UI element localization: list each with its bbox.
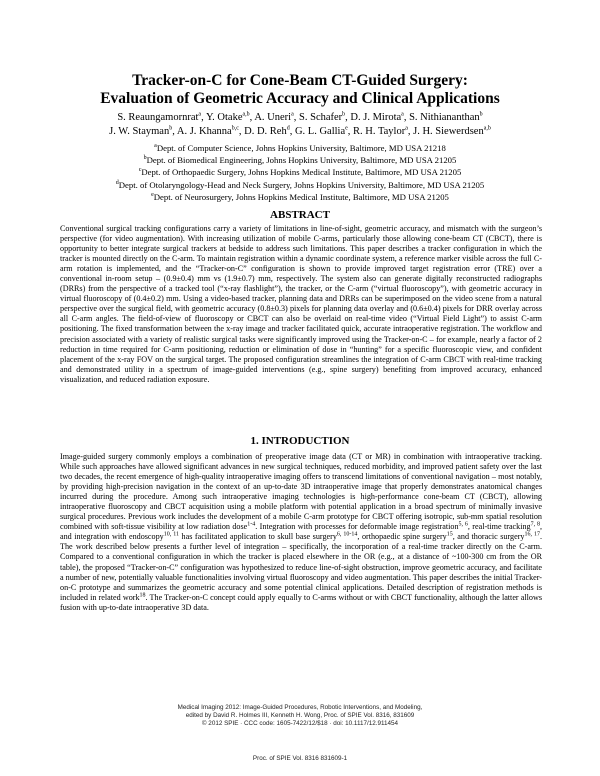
- intro-text-segment: , real-time tracking: [467, 522, 531, 532]
- citation-mark: 5, 6: [458, 521, 468, 528]
- introduction-text: [60, 452, 542, 613]
- paper-title: [40, 72, 560, 108]
- title-line-2: Evaluation of Geometric Accuracy and Clinical Applications: [100, 90, 500, 107]
- abstract-heading: ABSTRACT: [270, 209, 330, 221]
- introduction-heading: 1. INTRODUCTION: [250, 435, 350, 447]
- author-affiliation-mark: a: [405, 125, 408, 132]
- affiliation-mark: e: [151, 191, 154, 198]
- author-name: S. Reaungamornrat: [117, 112, 199, 123]
- author-name: S. Nithiananthan: [409, 112, 480, 123]
- intro-text-segment: , and integration with endoscopy: [60, 522, 542, 542]
- author-name: J. H. Siewerdsen: [413, 126, 484, 137]
- abstract-text: Conventional surgical tracking configurations carry a variety of limitations in line-of-sight, geometric accuracy, and mismatch with the surgeon’s perspective (for video augmentation). With increasing utilization of mobile C-arms, particularly those allowing cone-beam CT (CBCT), there is opportunity to better integrate surgical trackers at bedside to address such limitations. This paper describes a tracker configuration in which the tracker is mounted directly on the C-arm. To maintain registration within a dynamic coordinate system, a reference marker visible across the full C-arm rotation is implemented, and the “Tracker-on-C” configuration is shown to provide improved target registration error (TRE) over a conventional in-room setup – (0.9±0.4) mm vs (1.9±0.7) mm, respectively. The system also can generate digitally reconstructed radiographs (DRRs) from the perspective of a tracked tool (“x-ray flashlight”), the tracker, or the C-arm (“virtual fluoroscopy”), with geometric accuracy in virtual fluoroscopy of (0.4±0.2) mm. Using a video-based tracker, planning data and DRRs can be superimposed on the video scene from a natural perspective over the surgical field, with geometric accuracy (0.8±0.3) pixels for planning data overlay and (0.6±0.4) pixels for DRR overlay across all C-arm angles. The field-of-view of fluoroscopy or CBCT can also be overlaid on real-time video (“Virtual Field Light”) to assist C-arm positioning. The fixed transformation between the x-ray image and tracker facilitated quick, accurate intraoperative registration. The workflow and precision associated with a variety of realistic surgical tasks were significantly improved using the Tracker-on-C – for example, nearly a factor of 2 reduction in time required for C-arm positioning, reduction or elimination of dose in “hunting” for a specific fluoroscopic view, and confident placement of the x-ray FOV on the surgical target. The proposed configuration streamlines the integration of C-arm CBCT with real-time tracking and demonstrated utility in a spectrum of image-guided interventions (e.g., spine surgery) benefiting from improved accuracy, enhanced visualization, and reduced radiation exposure.: [60, 224, 542, 384]
- intro-text-segment: has facilitated application to skull base surgery: [179, 532, 337, 542]
- author-name: R. H. Taylor: [353, 126, 406, 137]
- affiliation: [40, 154, 560, 166]
- conference-line-2: edited by David R. Holmes III, Kenneth H. Wong, Proc. of SPIE Vol. 8316, 831609: [185, 712, 415, 720]
- conference-line-1: Medical Imaging 2012: Image-Guided Procedures, Robotic Interventions, and Modeling,: [177, 704, 423, 711]
- affiliation-mark: d: [115, 179, 119, 186]
- author-affiliation-mark: d: [286, 125, 290, 132]
- intro-text-segment: . Integration with processes for deformable image registration: [255, 522, 459, 532]
- intro-text-segment: Image-guided surgery commonly employs a combination of preoperative image data (CT or MR) in combination with intraoperative tracking. While such approaches have allowed significant advances in new surgical techniques, reduced morbidity, and improved patient safety over the last two decades, the recent emergence of high-quality intraoperative imaging offers to transcend limitations of conventional navigation – most notably, by providing high-precision navigation in the context of an up-to-date 3D intraoperative image that properly demonstrates anatomical changes incurred during the procedure. Among such intraoperative imaging technologies is high-performance cone-beam CT (CBCT), allowing intraoperative fluoroscopy and CBCT acquisition using a mobile platform with potential application in a broad spectrum of minimally invasive surgical procedures. Previous work includes the development of a mobile C-arm prototype for CBCT offering isotropic, sub-mm spatial resolution combined with soft-tissue visibility at low radiation dose: [60, 452, 542, 532]
- intro-text-segment: , and thoracic surgery: [452, 532, 525, 542]
- author-name: A. Uneri: [254, 112, 292, 123]
- author-affiliation-mark: a,b: [483, 125, 491, 132]
- citation-mark: 10, 11: [163, 531, 179, 538]
- author-line: J. W. Stayman$^b$, A. J. Khanna$^{b,c}$, D. D. Reh$^d$, G. L. Gallia$^e$, R. H. Taylor$^a$, J. H. Siewerdsen$^{a,b}$: [109, 125, 491, 137]
- conference-footer: [60, 704, 540, 729]
- affiliation-text: Dept. of Computer Science, Johns Hopkins University, Baltimore, MD USA 21218: [156, 143, 446, 153]
- affiliation-text: Dept. of Biomedical Engineering, Johns Hopkins University, Baltimore, MD USA 21205: [146, 155, 457, 166]
- author-name: S. Schafer: [299, 112, 343, 123]
- author-list: [40, 111, 560, 139]
- author-name: D. D. Reh: [244, 126, 287, 137]
- affiliation-text: Dept. of Otolaryngology-Head and Neck Surgery, Johns Hopkins University, Baltimore, MD USA 21205: [118, 179, 485, 190]
- title-line-1: Tracker-on-C for Cone-Beam CT-Guided Surgery:: [132, 72, 468, 89]
- affiliation-list: [40, 142, 560, 203]
- affiliation-mark: c: [138, 167, 142, 174]
- intro-text-segment: . The Tracker-on-C concept could apply equally to C-arms without or with CBCT functionality, although the latter allows fusion with up-to-date intraoperative 3D data.: [60, 592, 542, 612]
- citation-mark: 6, 10-14: [336, 531, 358, 538]
- author-affiliation-mark: a: [198, 111, 202, 118]
- author-affiliation-mark: a: [291, 111, 294, 118]
- author-name: D. J. Mirota: [350, 112, 402, 123]
- affiliation: [40, 166, 560, 178]
- author-affiliation-mark: b: [479, 111, 483, 118]
- intro-text-segment: , orthopaedic spine surgery: [357, 532, 447, 542]
- citation-mark: 16, 17: [524, 531, 540, 538]
- author-name: G. L. Gallia: [294, 126, 346, 137]
- citation-mark: 15: [446, 531, 453, 538]
- citation-mark: 18: [139, 591, 146, 598]
- author-affiliation-mark: b: [169, 125, 173, 132]
- author-name: A. J. Khanna: [176, 126, 232, 137]
- author-affiliation-mark: b: [342, 111, 346, 118]
- intro-text-segment: . The work described below presents a further level of integration – specifically, the incorporation of a real-time tracker directly on the C-arm. Compared to a conventional configuration in which the tracker is placed elsewhere in the OR (e.g., at a distance of ~100-300 cm from the OR table), the proposed “Tracker-on-C” configuration was hypothesized to reduce line-of-sight obstruction, improve geometric accuracy, and facilitate a number of new, potentially valuable functionalities involving virtual fluoroscopy and video augmentation. This paper describes the initial Tracker-on-C prototype and summarizes the geometric accuracy and some potential clinical applications. Detailed description of registration methods is included in related work: [60, 532, 542, 602]
- affiliation-mark: a: [154, 143, 157, 150]
- affiliation: [40, 142, 560, 154]
- author-affiliation-mark: a,b: [242, 111, 250, 118]
- author-affiliation-mark: e: [345, 125, 348, 132]
- affiliation: [40, 191, 560, 203]
- author-line: S. Reaungamornrat$^a$, Y. Otake$^{a,b}$, A. Uneri$^a$, S. Schafer$^b$, D. J. Mirota$^a$, S. Nithiananthan$^b$: [117, 111, 483, 123]
- author-affiliation-mark: b,c: [231, 125, 239, 132]
- author-affiliation-mark: a: [401, 111, 404, 118]
- affiliation: [40, 179, 560, 191]
- page-number-footer: Proc. of SPIE Vol. 8316 831609-1: [252, 755, 348, 762]
- affiliation-mark: b: [143, 155, 147, 162]
- author-name: Y. Otake: [205, 112, 243, 123]
- author-name: J. W. Stayman: [109, 126, 170, 137]
- copyright-line: © 2012 SPIE · CCC code: 1605-7422/12/$18 · doi: 10.1117/12.911454: [201, 720, 399, 728]
- citation-mark: 1-4: [247, 521, 256, 528]
- citation-mark: 7, 8: [530, 521, 540, 528]
- affiliation-text: Dept. of Neurosurgery, Johns Hopkins Medical Institute, Baltimore, MD USA 21205: [153, 191, 449, 202]
- affiliation-text: Dept. of Orthopaedic Surgery, Johns Hopkins Medical Institute, Baltimore, MD USA 21205: [141, 167, 462, 178]
